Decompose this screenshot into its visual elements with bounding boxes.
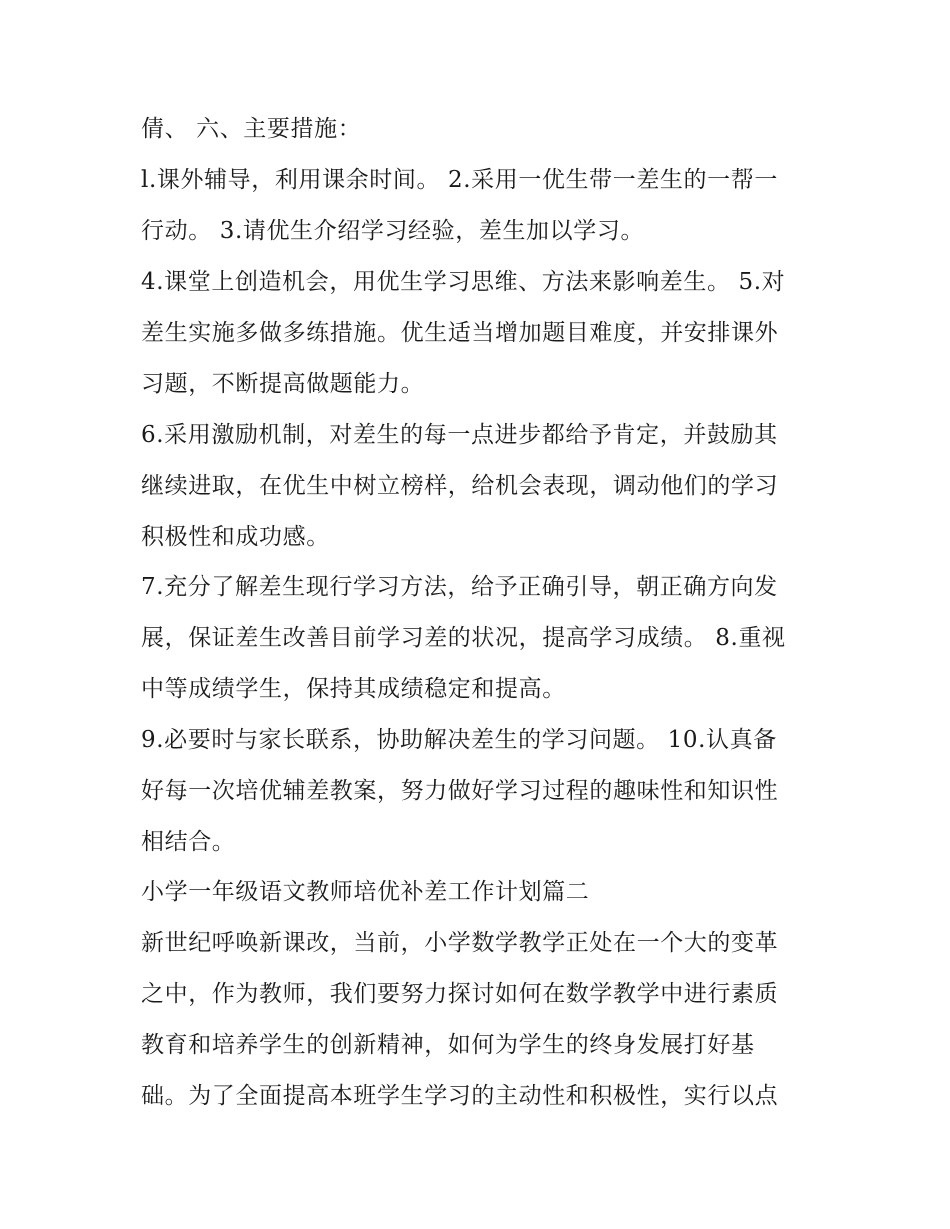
text-line: 展，保证差生改善目前学习差的状况，提高学习成绩。 8.重视 — [141, 625, 786, 651]
text-line: 9.必要时与家长联系，协助解决差生的学习问题。 10.认真备 — [141, 727, 777, 753]
text-line: 倩、 六、主要措施： — [141, 116, 362, 142]
text-line: 新世纪呼唤新课改，当前，小学数学教学正处在一个大的变革 — [141, 930, 779, 956]
text-line: 7.充分了解差生现行学习方法，给予正确引导，朝正确方向发 — [141, 574, 778, 600]
text-line: 继续进取，在优生中树立榜样，给机会表现，调动他们的学习 — [141, 473, 779, 499]
text-line: 教育和培养学生的创新精神，如何为学生的终身发展打好基 — [141, 1032, 755, 1058]
text-line: 之中，作为教师，我们要努力探讨如何在数学教学中进行素质 — [141, 981, 779, 1007]
text-line: 行动。 3.请优生介绍学习经验，差生加以学习。 — [141, 218, 645, 244]
text-line: 积极性和成功感。 — [141, 524, 330, 550]
text-line: l.课外辅导，利用课余时间。 2.采用一优生带一差生的一帮一 — [141, 167, 778, 193]
text-line: 4.课堂上创造机会，用优生学习思维、方法来影响差生。 5.对 — [141, 269, 786, 295]
text-line: 础。为了全面提高本班学生学习的主动性和积极性，实行以点 — [141, 1083, 779, 1109]
text-line: 好每一次培优辅差教案，努力做好学习过程的趣味性和知识性 — [141, 778, 779, 804]
text-line: 6.采用激励机制，对差生的每一点进步都给予肯定，并鼓励其 — [141, 422, 778, 448]
text-line: 相结合。 — [141, 829, 236, 855]
text-line: 习题，不断提高做题能力。 — [141, 371, 425, 397]
section-heading: 小学一年级语文教师培优补差工作计划篇二 — [141, 879, 590, 905]
text-line: 中等成绩学生，保持其成绩稳定和提高。 — [141, 676, 566, 702]
text-line: 差生实施多做多练措施。优生适当增加题目难度，并安排课外 — [141, 320, 779, 346]
